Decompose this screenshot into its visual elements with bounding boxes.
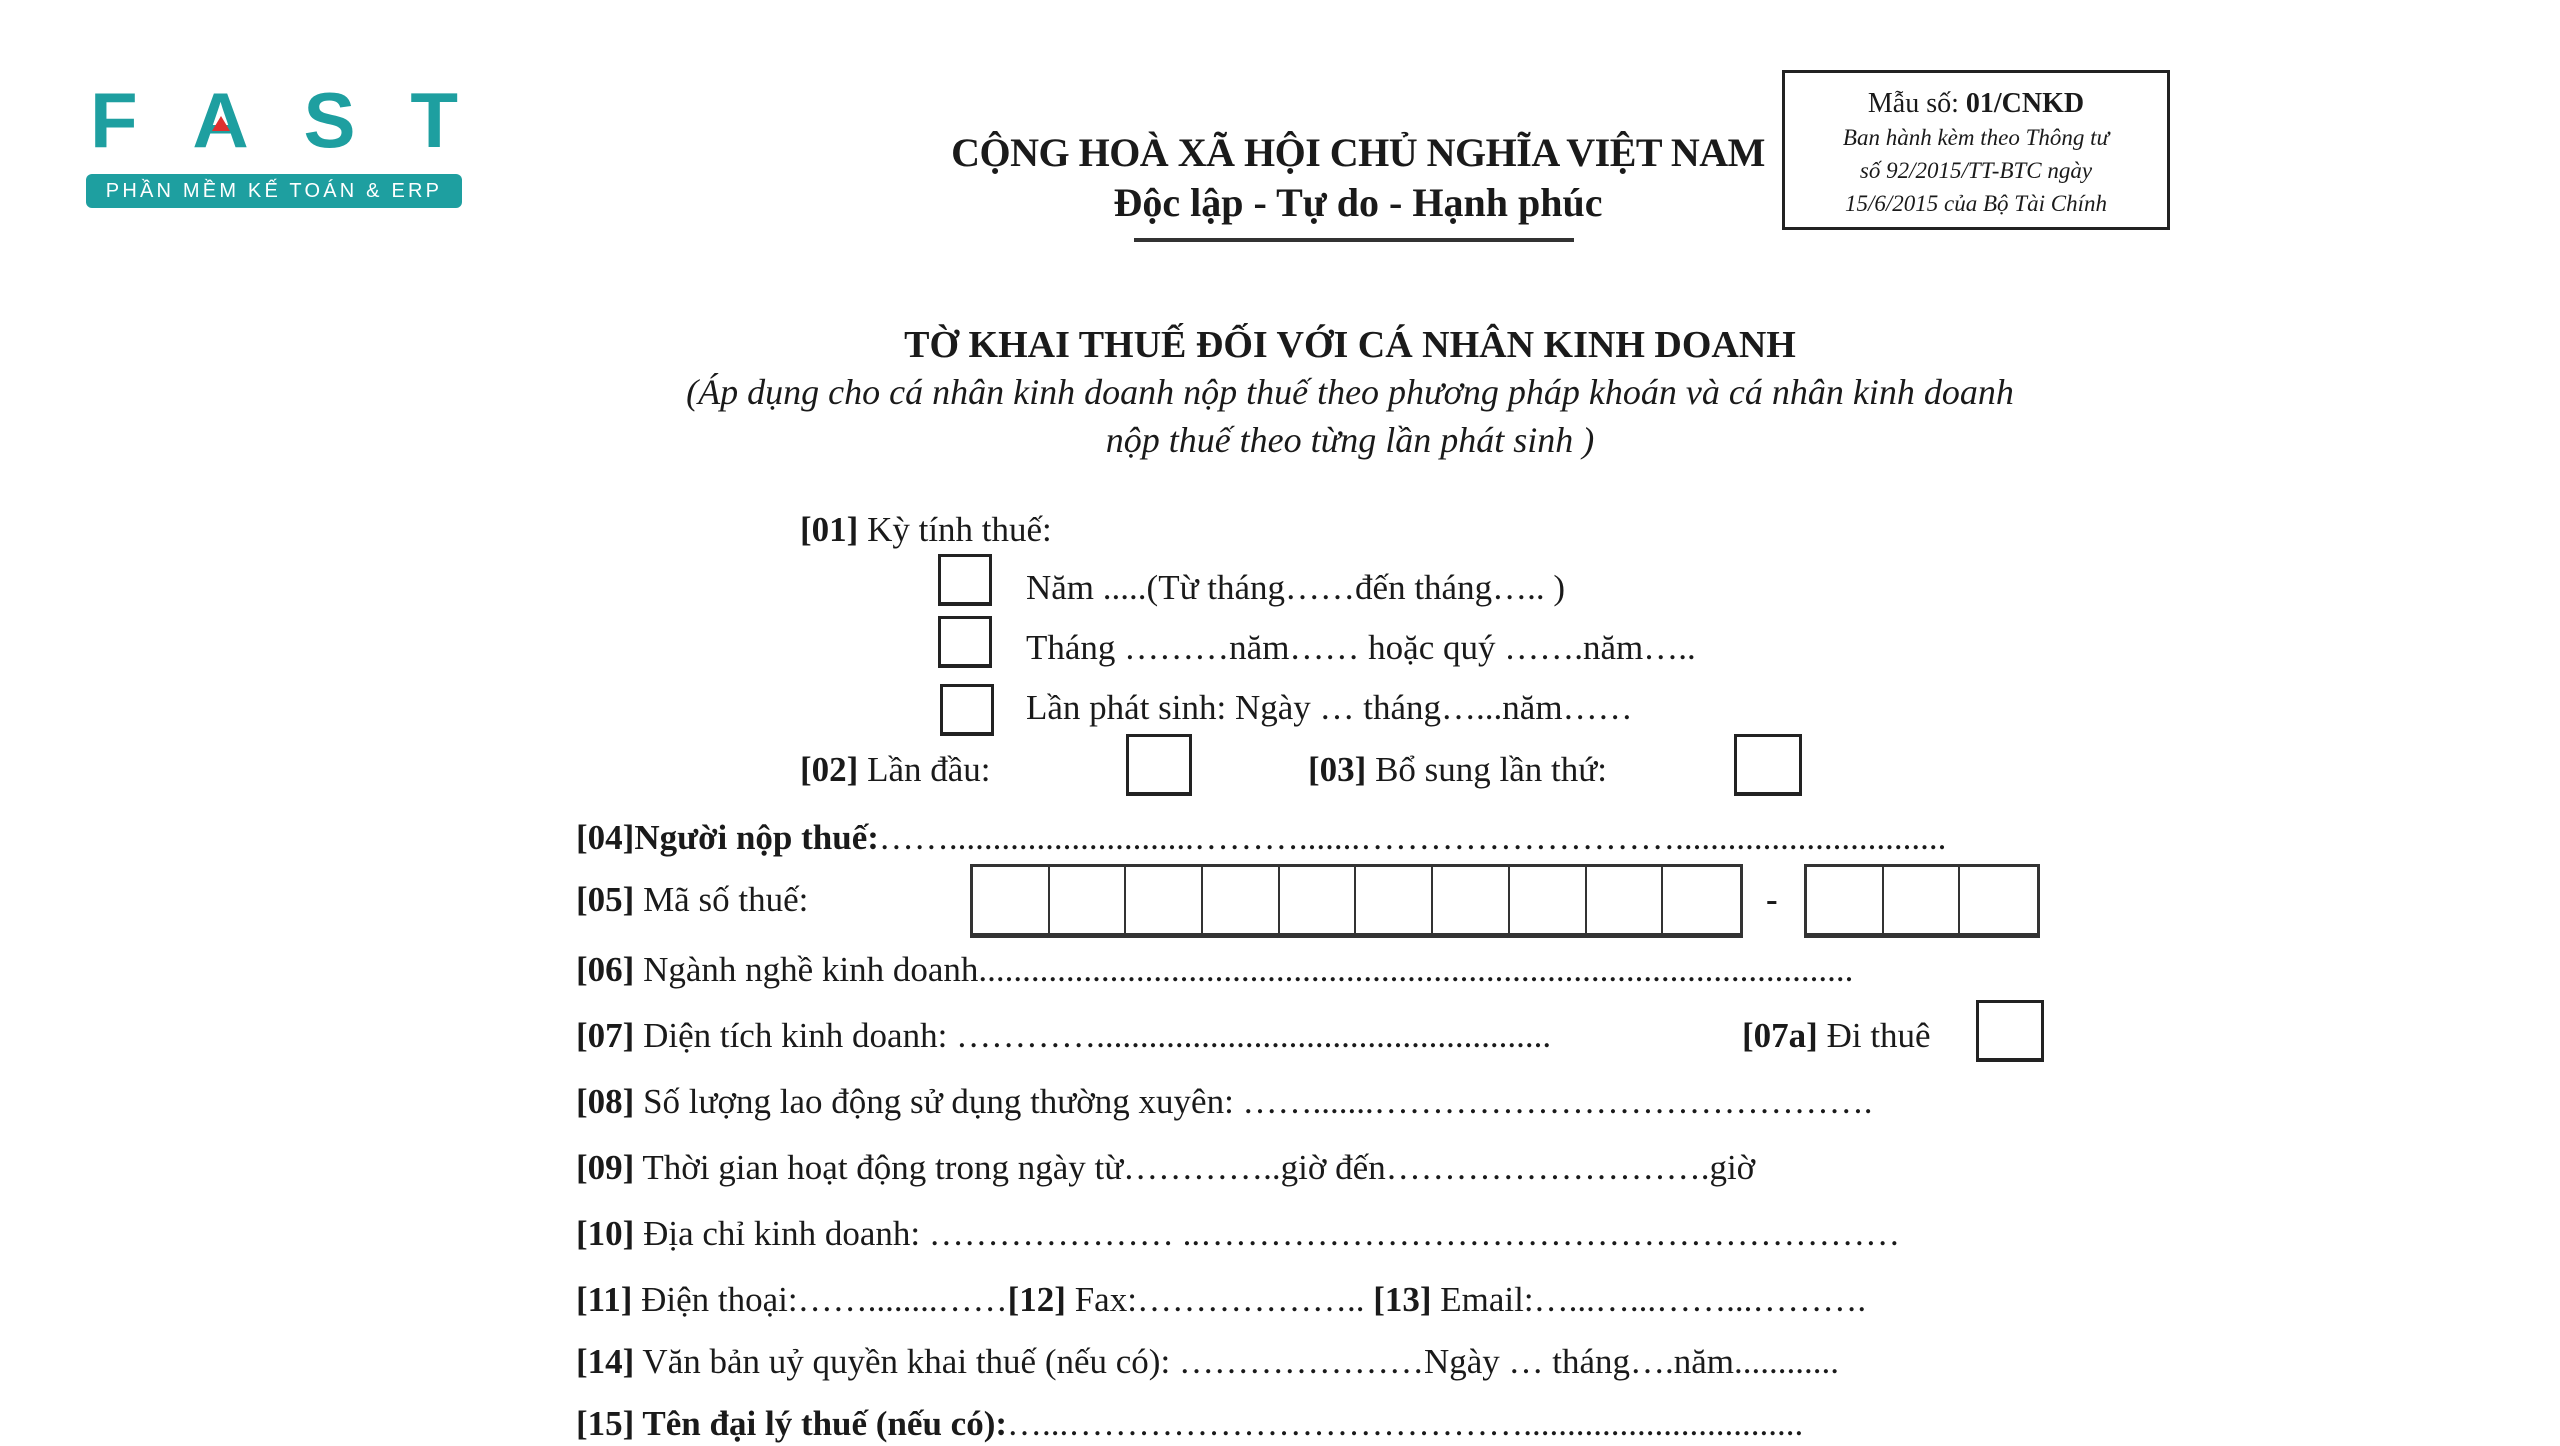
logo-letter: S	[303, 76, 356, 164]
red-triangle-icon	[212, 116, 230, 131]
tax-code-digit[interactable]	[1587, 867, 1664, 933]
checkbox-month-quarter[interactable]	[938, 616, 992, 668]
field-14: [14] Văn bản uỷ quyền khai thuế (nếu có): …………………Ngày … tháng….năm............	[576, 1342, 1840, 1381]
logo-letter: F	[90, 76, 138, 164]
tax-code-digit[interactable]	[1050, 867, 1127, 933]
document-subtitle: (Áp dụng cho cá nhân kinh doanh nộp thuế theo phương pháp khoán và cá nhân kinh doanh nộp thuế theo từng lần phát sinh )	[686, 372, 2014, 460]
field-10: [10] Địa chỉ kinh doanh: ………………… ..……………………………………………………	[576, 1214, 1901, 1253]
tax-code-digit[interactable]	[1356, 867, 1433, 933]
tax-code-branch-digit[interactable]	[1807, 867, 1884, 933]
tax-code-separator: -	[1766, 880, 1778, 919]
field-15: [15] Tên đại lý thuế (nếu có):…...…………………………………................................	[576, 1404, 1804, 1443]
motto-underline	[1134, 238, 1574, 242]
fast-logo	[86, 76, 462, 208]
tax-code-branch-boxes[interactable]	[1804, 864, 2040, 938]
tax-code-digit[interactable]	[1203, 867, 1280, 933]
form-code-box	[1782, 70, 2170, 230]
tax-code-branch-digit[interactable]	[1960, 867, 2037, 933]
form-code: Mẫu số: 01/CNKD	[1867, 88, 2085, 119]
logo-tagline: PHẦN MỀM KẾ TOÁN & ERP	[86, 174, 462, 208]
checkbox-year[interactable]	[938, 554, 992, 606]
field-02: [02] Lần đầu:	[800, 750, 991, 789]
issued-line: 15/6/2015 của Bộ Tài Chính	[1845, 191, 2107, 216]
checkbox-rented[interactable]	[1976, 1000, 2044, 1062]
tax-code-digit[interactable]	[1280, 867, 1357, 933]
field-06: [06] Ngành nghề kinh doanh....................................................................................................	[576, 950, 1854, 989]
field-01: [01] Kỳ tính thuế:	[800, 510, 1052, 549]
issued-line: số 92/2015/TT-BTC ngày	[1859, 158, 2093, 183]
document-title: TỜ KHAI THUẾ ĐỐI VỚI CÁ NHÂN KINH DOANH	[904, 324, 1796, 366]
tax-code-digit[interactable]	[973, 867, 1050, 933]
option-occurrence: Lần phát sinh: Ngày … tháng…...năm……	[1026, 688, 1633, 727]
option-month-quarter: Tháng ………năm…… hoặc quý …….năm…..	[1026, 628, 1696, 667]
tax-code-digit[interactable]	[1663, 867, 1740, 933]
field-04: [04]Người nộp thuế:……............................……….......………………………...............................	[576, 818, 1947, 857]
nation-heading: CỘNG HOÀ XÃ HỘI CHỦ NGHĨA VIỆT NAM	[951, 130, 1765, 175]
motto-heading: Độc lập - Tự do - Hạnh phúc	[1113, 180, 1603, 225]
issued-line: Ban hành kèm theo Thông tư	[1842, 125, 2110, 150]
tax-code-digit[interactable]	[1510, 867, 1587, 933]
field-07: [07] Diện tích kinh doanh: …………....................................................	[576, 1016, 1552, 1055]
option-year: Năm .....(Từ tháng……đến tháng….. )	[1026, 568, 1565, 607]
tax-code-digit[interactable]	[1433, 867, 1510, 933]
tax-code-digit[interactable]	[1126, 867, 1203, 933]
field-11-13: [11] Điện thoại:……........……[12] Fax:……………….. [13] Email:…...…...……...……….	[576, 1280, 1867, 1319]
field-07a: [07a] Đi thuê	[1742, 1016, 1931, 1055]
checkbox-supplement[interactable]	[1734, 734, 1802, 796]
field-08: [08] Số lượng lao động sử dụng thường xuyên: …….......…………………………………….	[576, 1082, 1873, 1121]
checkbox-first-time[interactable]	[1126, 734, 1192, 796]
logo-letter: T	[410, 76, 458, 164]
field-03: [03] Bổ sung lần thứ:	[1308, 750, 1607, 789]
field-09: [09] Thời gian hoạt động trong ngày từ…………..giờ đến……………………….giờ	[576, 1148, 1756, 1187]
field-05: [05] Mã số thuế:	[576, 880, 809, 919]
checkbox-occurrence[interactable]	[940, 684, 994, 736]
tax-code-main-boxes[interactable]	[970, 864, 1743, 938]
logo-wordmark	[86, 76, 462, 164]
tax-code-branch-digit[interactable]	[1884, 867, 1961, 933]
logo-letter: A	[192, 76, 249, 164]
